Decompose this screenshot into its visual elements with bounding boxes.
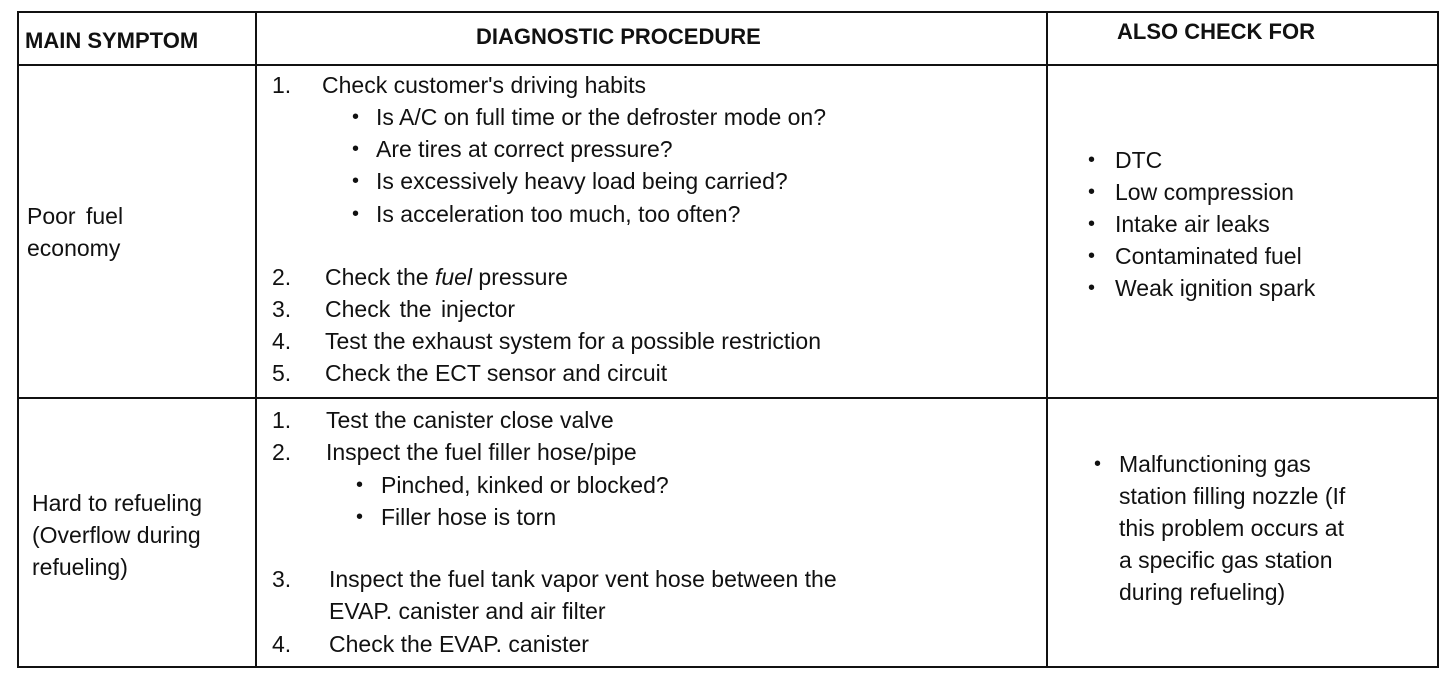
bullet-icon: • — [356, 474, 364, 496]
step-number: 4. — [272, 328, 292, 354]
bullet-icon: • — [1088, 245, 1096, 267]
step-bullet-text: Are tires at correct pressure? — [376, 136, 673, 162]
step-bullet-text: Filler hose is torn — [381, 504, 557, 530]
bullet-icon: • — [352, 138, 360, 160]
check-item: this problem occurs at — [1119, 515, 1344, 541]
step-bullet-text: Is A/C on full time or the defroster mode on? — [376, 104, 827, 130]
check-item: Intake air leaks — [1115, 211, 1270, 237]
header-main-symptom: MAIN SYMPTOM — [25, 28, 199, 53]
border-left — [17, 11, 19, 668]
step-number: 3. — [272, 296, 292, 322]
border-row-divider — [17, 397, 1439, 399]
step-number: 1. — [272, 72, 292, 98]
step-bullet-text: Is excessively heavy load being carried? — [376, 168, 788, 194]
border-col2 — [1046, 11, 1048, 668]
step-text: Check customer's driving habits — [322, 72, 646, 98]
step-text: Test the canister close valve — [326, 407, 614, 433]
bullet-icon: • — [1088, 181, 1096, 203]
step-number: 5. — [272, 360, 292, 386]
bullet-icon: • — [1094, 453, 1102, 475]
header-also-check-for: ALSO CHECK FOR — [1117, 19, 1315, 44]
step-bullet-text: Is acceleration too much, too often? — [376, 201, 741, 227]
bullet-icon: • — [352, 203, 360, 225]
bullet-icon: • — [352, 106, 360, 128]
check-item: Malfunctioning gas — [1119, 451, 1311, 477]
check-item: DTC — [1115, 147, 1163, 173]
step-text: Check the ECT sensor and circuit — [325, 360, 668, 386]
check-item: a specific gas station — [1119, 547, 1333, 573]
border-right — [1437, 11, 1439, 668]
border-bottom — [17, 666, 1439, 668]
step-number: 2. — [272, 264, 292, 290]
step-text: Test the exhaust system for a possible restriction — [325, 328, 821, 354]
step-number: 2. — [272, 439, 292, 465]
bullet-icon: • — [356, 506, 364, 528]
border-header-bottom — [17, 64, 1439, 66]
check-item: station filling nozzle (If — [1119, 483, 1346, 509]
symptom-line: refueling) — [32, 554, 128, 580]
step-text: Inspect the fuel tank vapor vent hose between the — [329, 566, 837, 592]
check-item: during refueling) — [1119, 579, 1286, 605]
border-top — [17, 11, 1439, 13]
check-item: Weak ignition spark — [1115, 275, 1316, 301]
check-item: Low compression — [1115, 179, 1294, 205]
step-text: Check the EVAP. canister — [329, 631, 589, 657]
symptom-line: Hard to refueling — [32, 490, 203, 516]
bullet-icon: • — [1088, 277, 1096, 299]
step-text: Check the injector — [325, 296, 516, 322]
step-bullet-text: Pinched, kinked or blocked? — [381, 472, 669, 498]
check-item: Contaminated fuel — [1115, 243, 1302, 269]
step-text: Check the fuel pressure — [325, 264, 568, 290]
step-text: EVAP. canister and air filter — [329, 598, 606, 624]
border-col1 — [255, 11, 257, 668]
symptom-line: Poor fuel — [27, 203, 124, 229]
step-number: 3. — [272, 566, 292, 592]
bullet-icon: • — [1088, 149, 1096, 171]
step-text: Inspect the fuel filler hose/pipe — [326, 439, 637, 465]
symptom-line: economy — [27, 235, 121, 261]
symptom-line: (Overflow during — [32, 522, 201, 548]
step-number: 4. — [272, 631, 292, 657]
bullet-icon: • — [352, 170, 360, 192]
header-diagnostic-procedure: DIAGNOSTIC PROCEDURE — [476, 24, 761, 49]
bullet-icon: • — [1088, 213, 1096, 235]
step-number: 1. — [272, 407, 292, 433]
